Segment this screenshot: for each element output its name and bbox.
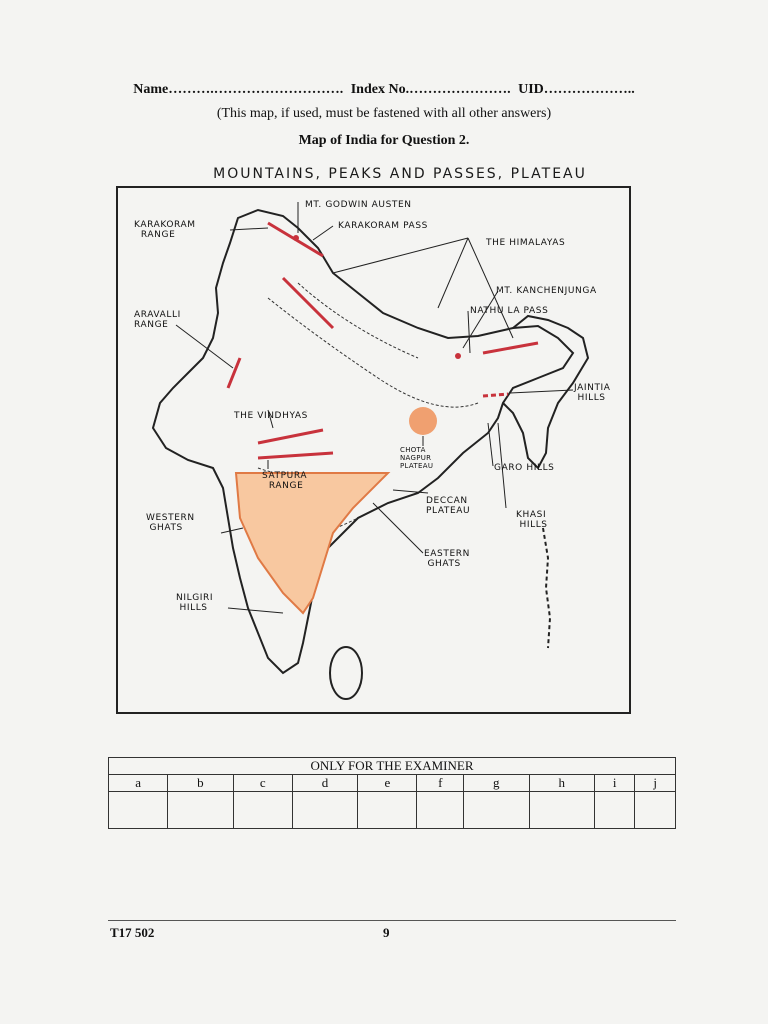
- label-mt-godwin-austen: MT. GODWIN AUSTEN: [305, 200, 412, 210]
- column-header: i: [594, 775, 634, 792]
- name-field: Name……….……………………….: [133, 82, 344, 97]
- column-header: e: [358, 775, 417, 792]
- marks-cell: [168, 792, 233, 829]
- sri-lanka-outline: [330, 647, 362, 699]
- examiner-marks-table: [108, 757, 676, 829]
- label-jaintia-hills: JAINTIA HILLS: [574, 383, 611, 403]
- marks-cell: [358, 792, 417, 829]
- label-deccan-plateau: DECCAN PLATEAU: [426, 496, 471, 516]
- india-map-frame: [116, 186, 631, 714]
- india-outline: [153, 210, 573, 673]
- page-number: 9: [383, 925, 390, 940]
- label-chota-nagpur-plateau: CHOTA NAGPUR PLATEAU: [400, 446, 434, 470]
- label-aravalli-range: ARAVALLI RANGE: [134, 310, 181, 330]
- vindhya-range-mark: [258, 430, 323, 443]
- label-satpura-range: SATPURA RANGE: [262, 471, 308, 491]
- label-mt-kanchenjunga: MT. KANCHENJUNGA: [496, 286, 597, 296]
- label-eastern-ghats: EASTERN GHATS: [424, 549, 470, 569]
- label-western-ghats: WESTERN GHATS: [146, 513, 195, 533]
- himalaya-range-mark-1: [283, 278, 333, 328]
- marks-cell: [109, 792, 168, 829]
- label-garo-hills: GARO HILLS: [494, 463, 555, 473]
- column-header: j: [635, 775, 676, 792]
- label-the-vindhyas: THE VINDHYAS: [234, 411, 308, 421]
- marks-cell: [594, 792, 634, 829]
- label-nilgiri-hills: NILGIRI HILLS: [176, 593, 214, 613]
- column-header: d: [292, 775, 357, 792]
- fasten-note: (This map, if used, must be fastened with all other answers): [216, 106, 552, 121]
- label-nathu-la-pass: NATHU LA PASS: [470, 306, 549, 316]
- satpura-range-mark: [258, 453, 333, 458]
- footer-divider: [108, 920, 676, 921]
- marks-cell: [529, 792, 594, 829]
- marks-cell: [292, 792, 357, 829]
- map-title: Map of India for Question 2.: [298, 133, 470, 148]
- uid-field: UID………………..: [518, 82, 635, 97]
- himalaya-range-mark-2: [483, 343, 538, 353]
- kanchenjunga-peak-mark: [455, 353, 461, 359]
- column-header: b: [168, 775, 233, 792]
- column-header: g: [464, 775, 529, 792]
- label-khasi-hills: KHASI HILLS: [516, 510, 548, 530]
- marks-cell: [635, 792, 676, 829]
- label-karakoram-range: KARAKORAM RANGE: [134, 220, 196, 240]
- paper-code: T17 502: [110, 925, 155, 940]
- student-details-line: [0, 82, 768, 98]
- godwin-austen-peak-mark: [293, 235, 299, 241]
- label-the-himalayas: THE HIMALAYAS: [486, 238, 566, 248]
- label-karakoram-pass: KARAKORAM PASS: [338, 221, 428, 231]
- jaintia-hills-mark: [483, 394, 508, 396]
- india-map-drawing: [118, 188, 629, 712]
- column-header: h: [529, 775, 594, 792]
- handwritten-title: MOUNTAINS, PEAKS AND PASSES, PLATEAU: [213, 166, 587, 182]
- chota-nagpur-plateau-mark: [409, 407, 437, 435]
- andaman-islands: [543, 528, 550, 648]
- marks-cell: [233, 792, 292, 829]
- column-header: c: [233, 775, 292, 792]
- index-number-field: Index No.………………….: [350, 82, 511, 97]
- pointer-lines: [176, 202, 573, 613]
- aravalli-range-mark: [228, 358, 240, 388]
- marks-cell: [417, 792, 464, 829]
- examiner-caption: ONLY FOR THE EXAMINER: [109, 758, 676, 775]
- column-header: f: [417, 775, 464, 792]
- deccan-plateau-shade: [236, 473, 388, 613]
- marks-cell: [464, 792, 529, 829]
- column-header: a: [109, 775, 168, 792]
